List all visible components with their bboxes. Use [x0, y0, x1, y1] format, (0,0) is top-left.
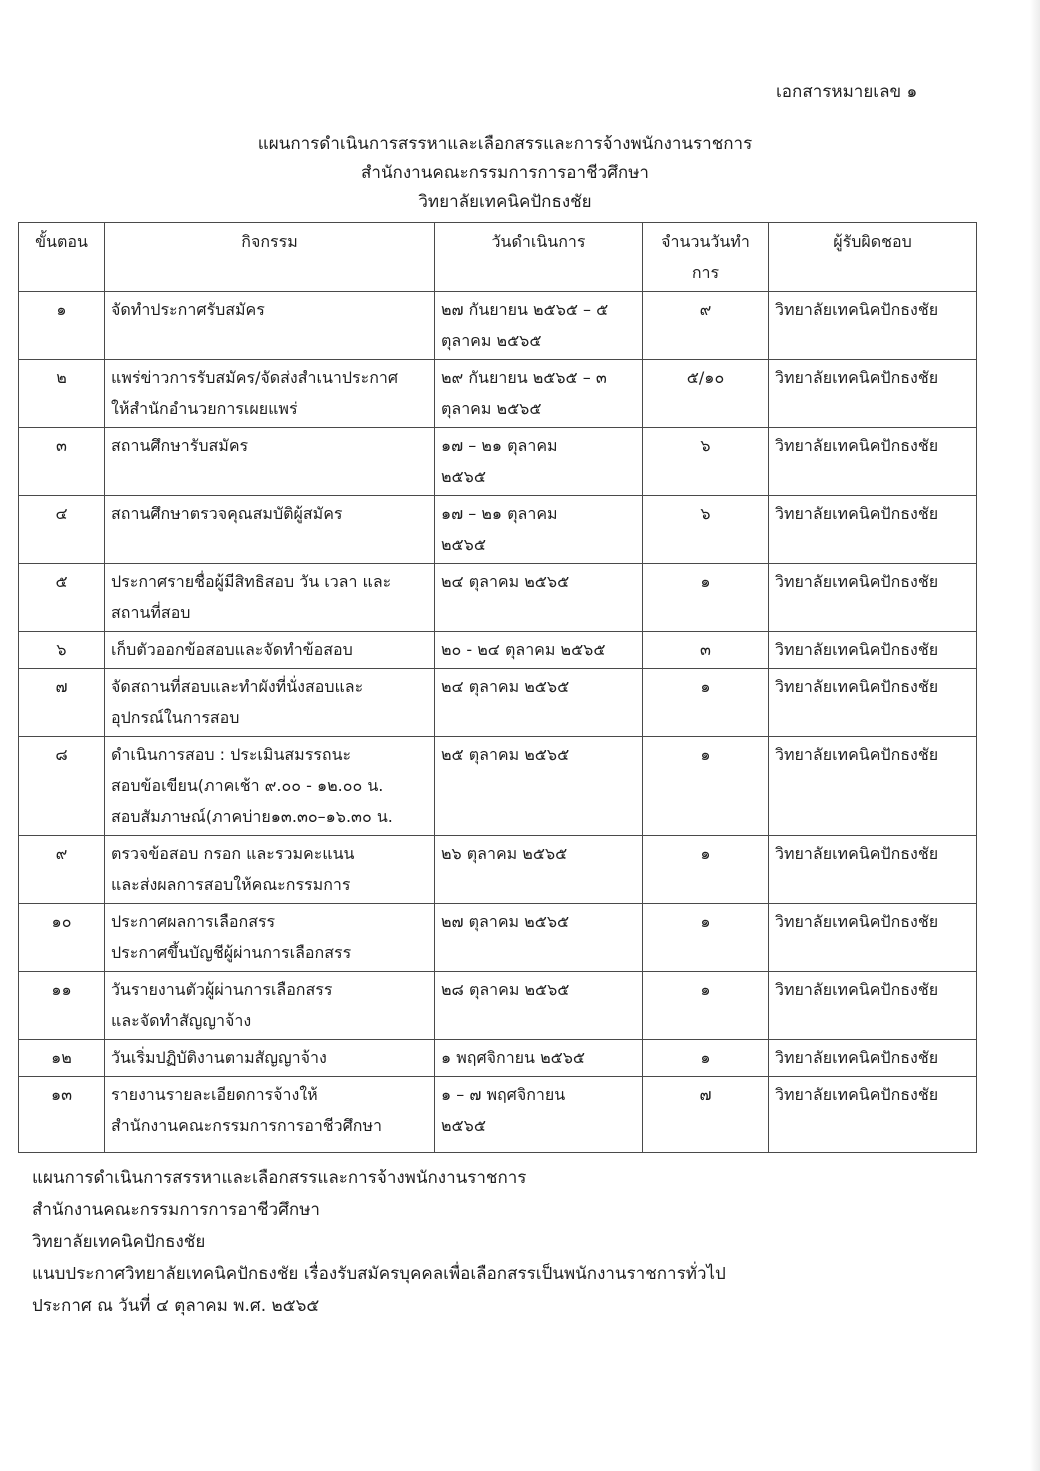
date-cell	[435, 564, 643, 632]
activity-cell	[105, 904, 435, 972]
table-row	[19, 1077, 977, 1153]
days-cell: ๑	[643, 836, 769, 904]
date-cell	[435, 904, 643, 972]
date-line: ๒๙ กันยายน ๒๕๖๕ – ๓	[441, 368, 607, 387]
date-cell	[435, 360, 643, 428]
days-cell: ๖	[643, 496, 769, 564]
step-cell: ๑๒	[19, 1040, 105, 1077]
step-cell: ๕	[19, 564, 105, 632]
table-row	[19, 904, 977, 972]
footer-line: ประกาศ ณ วันที่ ๔ ตุลาคม พ.ศ. ๒๕๖๕	[32, 1296, 320, 1316]
responsible-cell: วิทยาลัยเทคนิคปักธงชัย	[769, 972, 977, 1040]
footer-line: สำนักงานคณะกรรมการการอาชีวศึกษา	[32, 1200, 320, 1220]
days-cell: ๑	[643, 669, 769, 737]
table-header-row	[19, 223, 977, 292]
days-cell: ๗	[643, 1077, 769, 1153]
title-line: วิทยาลัยเทคนิคปักธงชัย	[418, 192, 592, 212]
activity-line: และจัดทำสัญญาจ้าง	[111, 1011, 252, 1030]
step-cell: ๘	[19, 737, 105, 836]
activity-line: วันรายงานตัวผู้ผ่านการเลือกสรร	[111, 980, 333, 999]
date-line: ๒๖ ตุลาคม ๒๕๖๕	[441, 844, 568, 863]
date-line: ๒๕๖๕	[441, 535, 486, 554]
activity-cell	[105, 632, 435, 669]
responsible-cell: วิทยาลัยเทคนิคปักธงชัย	[769, 292, 977, 360]
activity-line: สำนักงานคณะกรรมการการอาชีวศึกษา	[111, 1116, 383, 1135]
date-line: ๒๗ กันยายน ๒๕๖๕ – ๕	[441, 300, 609, 319]
footer-line: แนบประกาศวิทยาลัยเทคนิคปักธงชัย เรื่องรับสมัครบุคคลเพื่อเลือกสรรเป็นพนักงานราชการทั่วไป	[32, 1264, 726, 1284]
days-cell: ๑	[643, 904, 769, 972]
footer-note	[32, 1162, 726, 1322]
activity-cell	[105, 292, 435, 360]
activity-line: จัดทำประกาศรับสมัคร	[111, 300, 265, 319]
responsible-cell: วิทยาลัยเทคนิคปักธงชัย	[769, 737, 977, 836]
date-line: ๒๔ ตุลาคม ๒๕๖๕	[441, 677, 570, 696]
table-row	[19, 1040, 977, 1077]
step-cell: ๓	[19, 428, 105, 496]
date-line: ๑๗ – ๒๑ ตุลาคม	[441, 504, 558, 523]
table-row	[19, 669, 977, 737]
document-number: เอกสารหมายเลข ๑	[776, 82, 918, 102]
activity-line: ประกาศผลการเลือกสรร	[111, 912, 276, 931]
table-row	[19, 972, 977, 1040]
date-cell	[435, 972, 643, 1040]
table-row	[19, 428, 977, 496]
date-line: ๒๕๖๕	[441, 1116, 486, 1135]
header-days	[643, 223, 769, 292]
date-cell	[435, 292, 643, 360]
activity-cell	[105, 1077, 435, 1153]
activity-cell	[105, 669, 435, 737]
step-cell: ๒	[19, 360, 105, 428]
activity-line: ประกาศขึ้นบัญชีผู้ผ่านการเลือกสรร	[111, 943, 352, 962]
activity-line: สอบข้อเขียน(ภาคเช้า ๙.๐๐ - ๑๒.๐๐ น.	[111, 776, 384, 795]
date-cell	[435, 669, 643, 737]
days-cell: ๖	[643, 428, 769, 496]
step-cell: ๑๑	[19, 972, 105, 1040]
table-row	[19, 564, 977, 632]
date-line: ๒๘ ตุลาคม ๒๕๖๕	[441, 980, 570, 999]
date-cell	[435, 1040, 643, 1077]
date-line: ๒๕๖๕	[441, 467, 486, 486]
step-cell: ๑๐	[19, 904, 105, 972]
activity-line: เก็บตัวออกข้อสอบและจัดทำข้อสอบ	[111, 640, 353, 659]
responsible-cell: วิทยาลัยเทคนิคปักธงชัย	[769, 836, 977, 904]
activity-cell	[105, 1040, 435, 1077]
date-cell	[435, 737, 643, 836]
step-cell: ๑๓	[19, 1077, 105, 1153]
header-activity: กิจกรรม	[105, 223, 435, 292]
table-row	[19, 360, 977, 428]
date-line: ตุลาคม ๒๕๖๕	[441, 331, 542, 350]
activity-line: สถานศึกษาตรวจคุณสมบัติผู้สมัคร	[111, 504, 343, 523]
activity-line: สถานที่สอบ	[111, 603, 191, 622]
step-cell: ๖	[19, 632, 105, 669]
footer-line: วิทยาลัยเทคนิคปักธงชัย	[32, 1232, 206, 1252]
step-cell: ๙	[19, 836, 105, 904]
activity-cell	[105, 428, 435, 496]
header-days-line: จำนวนวันทำ	[661, 232, 750, 251]
document-title	[0, 130, 1010, 217]
footer-line: แผนการดำเนินการสรรหาและเลือกสรรและการจ้างพนักงานราชการ	[32, 1168, 527, 1188]
activity-cell	[105, 496, 435, 564]
activity-cell	[105, 737, 435, 836]
table-row	[19, 632, 977, 669]
table-row	[19, 737, 977, 836]
date-line: ๑ – ๗ พฤศจิกายน	[441, 1085, 566, 1104]
activity-cell	[105, 360, 435, 428]
responsible-cell: วิทยาลัยเทคนิคปักธงชัย	[769, 496, 977, 564]
date-line: ๒๗ ตุลาคม ๒๕๖๕	[441, 912, 570, 931]
page-edge-shadow	[1030, 0, 1040, 1471]
header-days-line: การ	[691, 263, 720, 282]
responsible-cell: วิทยาลัยเทคนิคปักธงชัย	[769, 428, 977, 496]
date-cell	[435, 836, 643, 904]
title-line: สำนักงานคณะกรรมการการอาชีวศึกษา	[361, 163, 649, 183]
responsible-cell: วิทยาลัยเทคนิคปักธงชัย	[769, 1077, 977, 1153]
activity-line: รายงานรายละเอียดการจ้างให้	[111, 1085, 318, 1104]
step-cell: ๗	[19, 669, 105, 737]
activity-line: ตรวจข้อสอบ กรอก และรวมคะแนน	[111, 844, 355, 863]
days-cell: ๑	[643, 564, 769, 632]
header-step: ขั้นตอน	[19, 223, 105, 292]
responsible-cell: วิทยาลัยเทคนิคปักธงชัย	[769, 669, 977, 737]
activity-line: วันเริ่มปฏิบัติงานตามสัญญาจ้าง	[111, 1048, 327, 1067]
days-cell: ๑	[643, 1040, 769, 1077]
responsible-cell: วิทยาลัยเทคนิคปักธงชัย	[769, 564, 977, 632]
activity-line: ดำเนินการสอบ : ประเมินสมรรถนะ	[111, 745, 352, 764]
activity-cell	[105, 972, 435, 1040]
date-cell	[435, 496, 643, 564]
activity-line: และส่งผลการสอบให้คณะกรรมการ	[111, 875, 351, 894]
activity-line: อุปกรณ์ในการสอบ	[111, 708, 240, 727]
date-cell	[435, 428, 643, 496]
title-line: แผนการดำเนินการสรรหาและเลือกสรรและการจ้างพนักงานราชการ	[257, 134, 753, 154]
date-line: ๒๕ ตุลาคม ๒๕๖๕	[441, 745, 570, 764]
table-row	[19, 496, 977, 564]
activity-line: ประกาศรายชื่อผู้มีสิทธิสอบ วัน เวลา และ	[111, 572, 392, 591]
activity-cell	[105, 836, 435, 904]
responsible-cell: วิทยาลัยเทคนิคปักธงชัย	[769, 1040, 977, 1077]
date-line: ๑ พฤศจิกายน ๒๕๖๕	[441, 1048, 585, 1067]
days-cell: ๙	[643, 292, 769, 360]
responsible-cell: วิทยาลัยเทคนิคปักธงชัย	[769, 360, 977, 428]
schedule-table	[18, 222, 977, 1153]
responsible-cell: วิทยาลัยเทคนิคปักธงชัย	[769, 632, 977, 669]
days-cell: ๕/๑๐	[643, 360, 769, 428]
activity-line: สอบสัมภาษณ์(ภาคบ่าย๑๓.๓๐–๑๖.๓๐ น.	[111, 807, 393, 826]
responsible-cell: วิทยาลัยเทคนิคปักธงชัย	[769, 904, 977, 972]
table-row	[19, 836, 977, 904]
activity-line: แพร่ข่าวการรับสมัคร/จัดส่งสำเนาประกาศ	[111, 368, 399, 387]
activity-cell	[105, 564, 435, 632]
date-line: ๒๐ - ๒๔ ตุลาคม ๒๕๖๕	[441, 640, 606, 659]
date-line: ๒๔ ตุลาคม ๒๕๖๕	[441, 572, 570, 591]
date-cell	[435, 632, 643, 669]
step-cell: ๔	[19, 496, 105, 564]
activity-line: จัดสถานที่สอบและทำผังที่นั่งสอบและ	[111, 677, 364, 696]
date-cell	[435, 1077, 643, 1153]
days-cell: ๑	[643, 737, 769, 836]
step-cell: ๑	[19, 292, 105, 360]
date-line: ตุลาคม ๒๕๖๕	[441, 399, 542, 418]
days-cell: ๓	[643, 632, 769, 669]
activity-line: ให้สำนักอำนวยการเผยแพร่	[111, 399, 298, 418]
activity-line: สถานศึกษารับสมัคร	[111, 436, 249, 455]
days-cell: ๑	[643, 972, 769, 1040]
table-row	[19, 292, 977, 360]
header-responsible: ผู้รับผิดชอบ	[769, 223, 977, 292]
header-date: วันดำเนินการ	[435, 223, 643, 292]
date-line: ๑๗ – ๒๑ ตุลาคม	[441, 436, 558, 455]
